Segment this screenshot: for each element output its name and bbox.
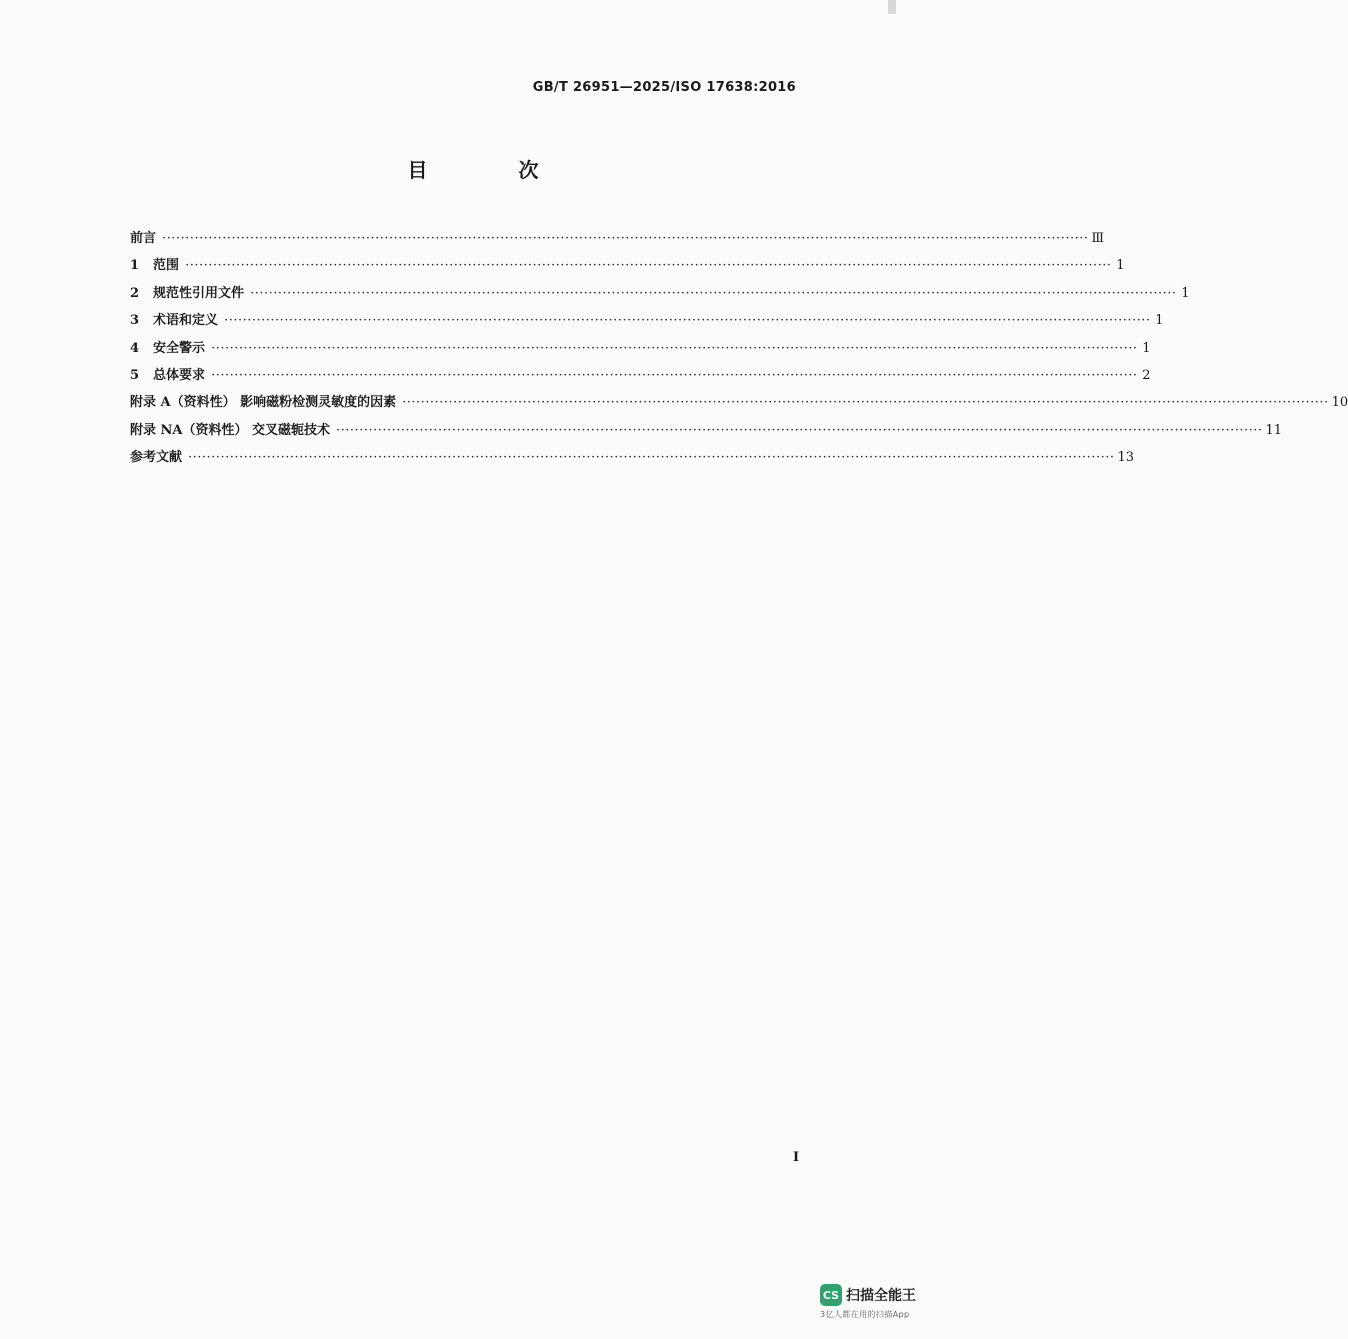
toc-entry-number: 1	[130, 258, 140, 274]
toc-leader-dots: ········································································································································································································	[162, 231, 1089, 246]
toc-entry-title: 安全警示	[153, 340, 206, 356]
toc-entry-page: Ⅲ	[1091, 231, 1105, 246]
toc-entry-label	[130, 446, 182, 465]
toc-leader-dots: ········································································································································································································	[211, 367, 1138, 383]
toc-leader-dots: ········································································································································································································	[250, 285, 1177, 301]
camscanner-logo-icon: CS	[820, 1284, 842, 1306]
toc-entry-page: 2	[1142, 367, 1151, 383]
toc-entry-number: 3	[130, 313, 140, 329]
toc-leader-dots: ········································································································································································································	[224, 313, 1151, 329]
toc-entry[interactable]	[130, 309, 1164, 336]
toc-entry-number: 2	[130, 285, 140, 301]
toc-leader-dots: ········································································································································································································	[188, 450, 1115, 466]
toc-entry-label	[130, 337, 205, 356]
toc-entry-title: 附录 A（资料性） 影响磁粉检测灵敏度的因素	[130, 395, 397, 411]
toc-entry-title: 范围	[153, 258, 180, 274]
toc-entry-title: 规范性引用文件	[153, 285, 245, 301]
toc-entry-number: 4	[130, 340, 140, 356]
toc-entry[interactable]	[130, 282, 1190, 309]
toc-leader-dots: ········································································································································································································	[402, 395, 1329, 411]
toc-entry-number: 5	[130, 367, 140, 383]
scanner-watermark	[820, 1284, 930, 1320]
toc-entry-label	[130, 419, 330, 438]
toc-entry-title: 前言	[130, 231, 157, 246]
toc-entry-label	[130, 227, 156, 246]
toc-entry[interactable]	[130, 419, 1283, 446]
watermark-name: 扫描全能王	[846, 1288, 916, 1304]
toc-leader-dots: ········································································································································································································	[185, 258, 1112, 274]
page-number: I	[793, 1150, 800, 1165]
toc-entry-title: 总体要求	[153, 367, 206, 383]
toc-entry-title: 参考文献	[130, 450, 183, 466]
toc-entry-page: 1	[1155, 313, 1164, 329]
toc-entry-page: 13	[1117, 450, 1135, 466]
toc-entry[interactable]	[130, 337, 1151, 364]
toc-leader-dots: ········································································································································································································	[336, 422, 1263, 438]
toc-entry-label	[130, 391, 396, 410]
toc-entry-label	[130, 282, 244, 301]
toc-entry[interactable]	[130, 391, 1348, 418]
toc-entry[interactable]	[130, 364, 1151, 391]
toc-entry-page: 1	[1142, 340, 1151, 356]
toc-entry-label	[130, 309, 218, 328]
scan-edge-mark	[888, 0, 896, 14]
toc-entry-label	[130, 364, 205, 383]
toc-entry-page: 10	[1331, 395, 1348, 411]
toc-entry[interactable]	[130, 227, 1105, 254]
standard-code: GB/T 26951—2025/ISO 17638:2016	[532, 80, 796, 95]
toc-entry-page: 1	[1181, 285, 1190, 301]
toc-entry-page: 1	[1116, 258, 1125, 274]
toc-title: 目 次	[407, 158, 581, 182]
toc-leader-dots: ········································································································································································································	[211, 340, 1138, 356]
toc-entry-title: 附录 NA（资料性） 交叉磁轭技术	[130, 422, 331, 438]
watermark-tagline: 3亿人都在用的扫描App	[820, 1310, 910, 1319]
toc-entry[interactable]	[130, 446, 1135, 473]
toc-entry-page: 11	[1265, 422, 1283, 438]
toc-entry[interactable]	[130, 254, 1125, 281]
toc-entry-label	[130, 254, 179, 273]
toc-entry-title: 术语和定义	[153, 313, 219, 329]
table-of-contents	[130, 227, 1348, 474]
